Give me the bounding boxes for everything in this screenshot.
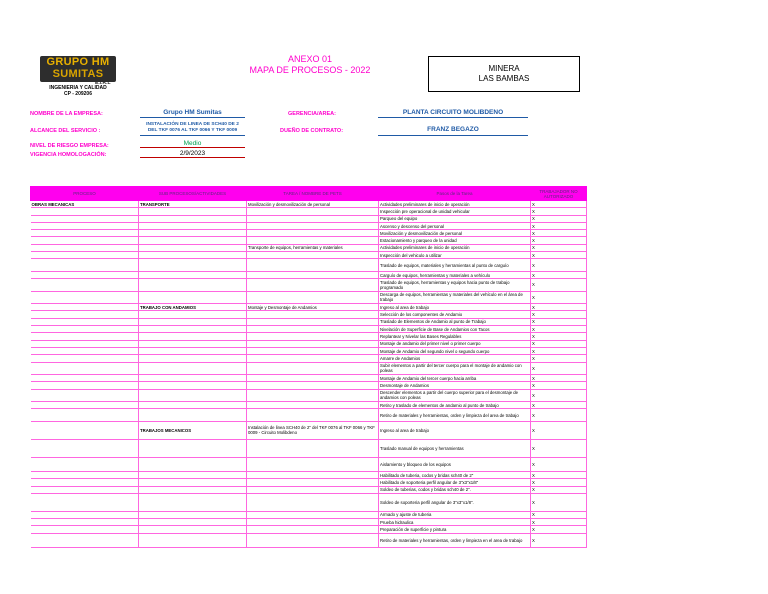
step-cell: Traslado de Elementos de Andamio al punto de Trabajo: [379, 318, 531, 325]
task-cell: [247, 333, 379, 340]
alcance-value-line2: DEL TKF 0076 AL TKF 0066 Y TKF 0009: [147, 128, 238, 133]
process-cell: [31, 271, 139, 278]
step-cell: Movilización y desmovilización de personal: [379, 230, 531, 237]
unauthorized-cell: X: [531, 340, 587, 347]
task-cell: [247, 479, 379, 486]
unauthorized-cell: X: [531, 511, 587, 518]
table-row: [31, 208, 587, 215]
step-cell: Carguío de equipos, herramientas y materiales a vehículo: [379, 271, 531, 278]
header-no-autorizado: TRABAJADOR NO AUTORIZADO: [531, 187, 587, 201]
task-cell: Transporte de equipos, herramientas y materiales: [247, 244, 379, 251]
gerencia-label: GERENCIA/AREA:: [288, 111, 336, 117]
step-cell: Aislamiento y bloqueo de los equipos: [379, 457, 531, 471]
table-row: [31, 421, 587, 439]
unauthorized-cell: X: [531, 402, 587, 409]
vigencia-value: 2/9/2023: [140, 150, 245, 158]
step-cell: Parqueo del equipo: [379, 215, 531, 222]
task-cell: Montaje y Desmontaje de Andamios: [247, 304, 379, 311]
unauthorized-cell: X: [531, 279, 587, 292]
unauthorized-cell: X: [531, 382, 587, 389]
step-cell: Replantear y Nivelar las Bases Regulables: [379, 333, 531, 340]
subprocess-cell: [139, 311, 247, 318]
table-row: [31, 511, 587, 518]
unauthorized-cell: X: [531, 318, 587, 325]
subprocess-cell: [139, 457, 247, 471]
step-cell: Desmontaje de Andamios: [379, 382, 531, 389]
subprocess-cell: [139, 340, 247, 347]
task-cell: [247, 355, 379, 362]
table-row: [31, 347, 587, 354]
task-cell: [247, 208, 379, 215]
unauthorized-cell: X: [531, 471, 587, 478]
process-cell: [31, 421, 139, 439]
table-row: [31, 244, 587, 251]
process-cell: [31, 230, 139, 237]
task-cell: [247, 533, 379, 547]
unauthorized-cell: X: [531, 347, 587, 354]
header-pasos: Pasos de la Tarea: [379, 187, 531, 201]
unauthorized-cell: X: [531, 259, 587, 272]
subprocess-cell: [139, 259, 247, 272]
process-cell: [31, 533, 139, 547]
empresa-label: NOMBRE DE LA EMPRESA:: [30, 111, 103, 117]
step-cell: Inspección del vehiculo a utilizar: [379, 252, 531, 259]
subprocess-cell: [139, 409, 247, 422]
step-cell: Estacionamiento y parqueo de la unidad: [379, 237, 531, 244]
unauthorized-cell: X: [531, 375, 587, 382]
process-cell: [31, 511, 139, 518]
table-row: [31, 355, 587, 362]
process-cell: [31, 479, 139, 486]
subprocess-cell: [139, 375, 247, 382]
step-cell: Ingreso al area de trabajo: [379, 304, 531, 311]
process-cell: [31, 471, 139, 478]
unauthorized-cell: X: [531, 291, 587, 304]
task-cell: [247, 215, 379, 222]
unauthorized-cell: X: [531, 533, 587, 547]
table-row: [31, 311, 587, 318]
task-cell: Movilización y desmovilización de personal: [247, 201, 379, 208]
unauthorized-cell: X: [531, 311, 587, 318]
process-cell: [31, 409, 139, 422]
process-cell: [31, 252, 139, 259]
task-cell: [247, 237, 379, 244]
subprocess-cell: TRANSPORTE: [139, 201, 247, 208]
step-cell: Descarga de equipos, herramientas y materiales del vehículo en el área de trabajo: [379, 291, 531, 304]
empresa-value: Grupo HM Sumitas: [140, 109, 245, 118]
task-cell: [247, 389, 379, 402]
process-cell: [31, 208, 139, 215]
task-cell: [247, 382, 379, 389]
process-cell: [31, 389, 139, 402]
unauthorized-cell: X: [531, 526, 587, 533]
subprocess-cell: [139, 486, 247, 493]
table-row: [31, 333, 587, 340]
process-cell: [31, 304, 139, 311]
table-row: [31, 457, 587, 471]
subprocess-cell: [139, 279, 247, 292]
process-cell: [31, 291, 139, 304]
unauthorized-cell: X: [531, 355, 587, 362]
riesgo-label: NIVEL DE RIESGO EMPRESA:: [30, 143, 109, 149]
process-cell: [31, 457, 139, 471]
step-cell: Actividades preliminares de inicio de operación: [379, 201, 531, 208]
table-row: [31, 201, 587, 208]
alcance-label: ALCANCE DEL SERVICIO :: [30, 128, 101, 134]
vigencia-label: VIGENCIA HOMOLOGACIÓN:: [30, 152, 107, 158]
step-cell: Habilitado de tuberia, codos y bridas sch40 de 2": [379, 471, 531, 478]
table-row: [31, 318, 587, 325]
task-cell: [247, 526, 379, 533]
client-line2: LAS BAMBAS: [478, 74, 530, 83]
subprocess-cell: TRABAJOS MECANICOS: [139, 421, 247, 439]
logo-line1: GRUPO HM: [46, 56, 110, 68]
subprocess-cell: [139, 479, 247, 486]
table-row: [31, 526, 587, 533]
table-row: [31, 402, 587, 409]
subprocess-cell: [139, 347, 247, 354]
table-row: [31, 479, 587, 486]
process-cell: [31, 333, 139, 340]
step-cell: Ascenso y descenso del personal: [379, 222, 531, 229]
subprocess-cell: [139, 222, 247, 229]
step-cell: Actividades preliminares de inicio de operación: [379, 244, 531, 251]
dueno-label: DUEÑO DE CONTRATO:: [280, 128, 344, 134]
subprocess-cell: [139, 471, 247, 478]
process-cell: [31, 347, 139, 354]
step-cell: Amarre de Andamios: [379, 355, 531, 362]
logo-sub2: CP - 209206: [64, 91, 92, 97]
unauthorized-cell: X: [531, 222, 587, 229]
subprocess-cell: [139, 402, 247, 409]
subprocess-cell: [139, 271, 247, 278]
unauthorized-cell: X: [531, 439, 587, 457]
dueno-value: FRANZ BEGAZO: [378, 126, 528, 136]
table-row: [31, 237, 587, 244]
task-cell: [247, 471, 379, 478]
process-cell: [31, 279, 139, 292]
task-cell: [247, 318, 379, 325]
step-cell: Montaje de Andamio del tercer cuerpo hacia arriba: [379, 375, 531, 382]
unauthorized-cell: X: [531, 326, 587, 333]
step-cell: Traslado manual de equipos y herramientas: [379, 439, 531, 457]
task-cell: [247, 340, 379, 347]
table-row: [31, 326, 587, 333]
step-cell: Habilitado de soporteria perfil angular de 3"x3"x1/8": [379, 479, 531, 486]
gerencia-value: PLANTA CIRCUITO MOLIBDENO: [378, 109, 528, 118]
process-cell: [31, 362, 139, 375]
document-title: [230, 54, 390, 76]
process-cell: [31, 519, 139, 526]
task-cell: [247, 362, 379, 375]
title-line1: ANEXO 01: [287, 54, 333, 64]
task-cell: [247, 326, 379, 333]
step-cell: Subir elementos a partir del tercer cuerpo para el montaje de andamio con poleas: [379, 362, 531, 375]
subprocess-cell: TRABAJO CON ANDAMIOS: [139, 304, 247, 311]
task-cell: Instalación de linea SCH40 de 2" del TKF 0076 al TKF 0066 y TKF 0009 - Circuito Molibdeno: [247, 421, 379, 439]
table-row: [31, 362, 587, 375]
subprocess-cell: [139, 519, 247, 526]
step-cell: Inspección pre operacional de unidad vehicular: [379, 208, 531, 215]
table-row: [31, 340, 587, 347]
table-row: [31, 279, 587, 292]
subprocess-cell: [139, 230, 247, 237]
table-row: [31, 382, 587, 389]
process-cell: [31, 318, 139, 325]
subprocess-cell: [139, 291, 247, 304]
step-cell: Armado y ajuste de tuberia: [379, 511, 531, 518]
process-cell: [31, 311, 139, 318]
table-row: [31, 230, 587, 237]
step-cell: Retiro de materiales y herramientas, orden y limpieza del area de trabajo: [379, 409, 531, 422]
step-cell: Retiro de materiales y herramientas, orden y limpieza en el area de trabajo: [379, 533, 531, 547]
task-cell: [247, 252, 379, 259]
table-body: [31, 201, 587, 548]
process-cell: OBRAS MECANICAS: [31, 201, 139, 208]
client-box: [428, 56, 580, 92]
process-cell: [31, 526, 139, 533]
task-cell: [247, 279, 379, 292]
process-map-table: [30, 186, 587, 548]
task-cell: [247, 375, 379, 382]
unauthorized-cell: X: [531, 409, 587, 422]
step-cell: Ingreso al area de trabajo: [379, 421, 531, 439]
table-row: [31, 493, 587, 511]
step-cell: Traslado de equipos, herramientas y equipos hacia punto de trabajo programado: [379, 279, 531, 292]
unauthorized-cell: X: [531, 252, 587, 259]
subprocess-cell: [139, 244, 247, 251]
unauthorized-cell: X: [531, 457, 587, 471]
company-logo: [40, 56, 116, 82]
process-cell: [31, 259, 139, 272]
step-cell: Soldeo de soporteria perfil angular de 3"x3"x1/8".: [379, 493, 531, 511]
step-cell: Montaje de andamio del primer nivel o primer cuerpo: [379, 340, 531, 347]
unauthorized-cell: X: [531, 362, 587, 375]
task-cell: [247, 493, 379, 511]
subprocess-cell: [139, 318, 247, 325]
unauthorized-cell: X: [531, 201, 587, 208]
process-cell: [31, 222, 139, 229]
unauthorized-cell: X: [531, 479, 587, 486]
title-line2: MAPA DE PROCESOS - 2022: [249, 65, 371, 75]
table-row: [31, 486, 587, 493]
step-cell: Descender elementos a partir del cuerpo superior para el desmontaje de andamios con poleas: [379, 389, 531, 402]
alcance-value-line1: INSTALACIÓN DE LINEA DE SCH40 DE 2: [146, 122, 239, 127]
process-cell: [31, 215, 139, 222]
subprocess-cell: [139, 362, 247, 375]
unauthorized-cell: X: [531, 421, 587, 439]
task-cell: [247, 511, 379, 518]
process-cell: [31, 375, 139, 382]
task-cell: [247, 402, 379, 409]
riesgo-value: Medio: [140, 140, 245, 148]
task-cell: [247, 347, 379, 354]
step-cell: Montaje de Andamio del segundo nivel o segundo cuerpo: [379, 347, 531, 354]
task-cell: [247, 271, 379, 278]
step-cell: Soldeo de tuberias, codos y bridas sch40 de 2".: [379, 486, 531, 493]
process-cell: [31, 493, 139, 511]
process-cell: [31, 402, 139, 409]
table-row: [31, 409, 587, 422]
table-row: [31, 222, 587, 229]
subprocess-cell: [139, 533, 247, 547]
table-header-row: [31, 187, 587, 201]
subprocess-cell: [139, 389, 247, 402]
task-cell: [247, 439, 379, 457]
unauthorized-cell: X: [531, 519, 587, 526]
process-cell: [31, 355, 139, 362]
header-tarea: TAREA / NOMBRE DE PETS: [247, 187, 379, 201]
table-row: [31, 533, 587, 547]
table-row: [31, 389, 587, 402]
process-cell: [31, 237, 139, 244]
unauthorized-cell: X: [531, 493, 587, 511]
task-cell: [247, 486, 379, 493]
task-cell: [247, 457, 379, 471]
task-cell: [247, 291, 379, 304]
unauthorized-cell: X: [531, 237, 587, 244]
process-cell: [31, 326, 139, 333]
unauthorized-cell: X: [531, 389, 587, 402]
logo-subtitle: [30, 85, 126, 97]
task-cell: [247, 311, 379, 318]
table-row: [31, 259, 587, 272]
unauthorized-cell: X: [531, 486, 587, 493]
header-subprocesos: SUB PROCESOS/ACTIVIDADES: [139, 187, 247, 201]
process-cell: [31, 244, 139, 251]
unauthorized-cell: X: [531, 230, 587, 237]
subprocess-cell: [139, 252, 247, 259]
subprocess-cell: [139, 511, 247, 518]
table-row: [31, 304, 587, 311]
unauthorized-cell: X: [531, 244, 587, 251]
unauthorized-cell: X: [531, 208, 587, 215]
task-cell: [247, 259, 379, 272]
table-row: [31, 439, 587, 457]
table-row: [31, 215, 587, 222]
logo-line2: SUMITAS: [52, 68, 104, 80]
table-row: [31, 519, 587, 526]
subprocess-cell: [139, 333, 247, 340]
process-cell: [31, 486, 139, 493]
table-row: [31, 291, 587, 304]
process-cell: [31, 340, 139, 347]
process-cell: [31, 439, 139, 457]
table-row: [31, 375, 587, 382]
process-cell: [31, 382, 139, 389]
table-row: [31, 252, 587, 259]
subprocess-cell: [139, 526, 247, 533]
unauthorized-cell: X: [531, 271, 587, 278]
task-cell: [247, 409, 379, 422]
unauthorized-cell: X: [531, 215, 587, 222]
task-cell: [247, 519, 379, 526]
step-cell: Traslado de equipos, materiales y herramientas al punto de carguío: [379, 259, 531, 272]
subprocess-cell: [139, 215, 247, 222]
client-line1: MINERA: [488, 64, 520, 73]
logo-eirl: E.I.R.L: [95, 80, 111, 86]
header-proceso: PROCESO: [31, 187, 139, 201]
step-cell: Retiro y traslado de elementos de andamio al punto de trabajo: [379, 402, 531, 409]
unauthorized-cell: X: [531, 333, 587, 340]
table-row: [31, 471, 587, 478]
step-cell: Prueba hidraulica: [379, 519, 531, 526]
step-cell: Nivelación de Superficie de Base de Andamios con Tacos: [379, 326, 531, 333]
alcance-value: [140, 122, 245, 136]
subprocess-cell: [139, 439, 247, 457]
logo-sub1: INGENIERIA Y CALIDAD: [49, 85, 107, 91]
task-cell: [247, 230, 379, 237]
table-row: [31, 271, 587, 278]
task-cell: [247, 222, 379, 229]
step-cell: Preparación de superficie y pintura: [379, 526, 531, 533]
subprocess-cell: [139, 237, 247, 244]
subprocess-cell: [139, 326, 247, 333]
unauthorized-cell: X: [531, 304, 587, 311]
subprocess-cell: [139, 382, 247, 389]
step-cell: Selección de los componentes de Andamio: [379, 311, 531, 318]
subprocess-cell: [139, 355, 247, 362]
subprocess-cell: [139, 208, 247, 215]
subprocess-cell: [139, 493, 247, 511]
